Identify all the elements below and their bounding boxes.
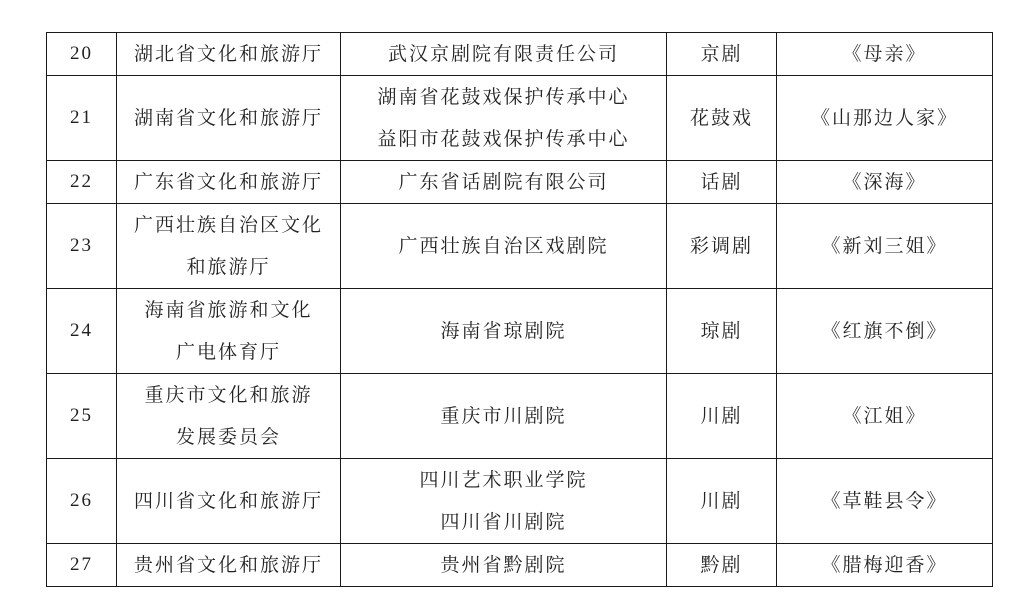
department-line: 湖南省文化和旅游厅 xyxy=(133,107,323,129)
department-line: 和旅游厅 xyxy=(186,256,271,278)
table-row xyxy=(47,289,993,374)
play-title-cell: 《山那边人家》 xyxy=(777,76,993,161)
table-row xyxy=(47,33,993,76)
department-cell xyxy=(117,544,341,587)
row-number-cell: 24 xyxy=(47,289,117,374)
genre-cell: 川剧 xyxy=(667,459,777,544)
performing-unit-cell xyxy=(341,161,667,204)
play-title-cell: 《腊梅迎香》 xyxy=(777,544,993,587)
row-number-cell: 23 xyxy=(47,204,117,289)
performing-unit-cell xyxy=(341,204,667,289)
performing-unit-line: 海南省琼剧院 xyxy=(440,320,567,342)
row-number-cell: 27 xyxy=(47,544,117,587)
table-body xyxy=(47,33,993,587)
department-cell xyxy=(117,76,341,161)
department-cell xyxy=(117,204,341,289)
genre-cell: 黔剧 xyxy=(667,544,777,587)
genre-cell: 彩调剧 xyxy=(667,204,777,289)
row-number-cell: 25 xyxy=(47,374,117,459)
department-line: 广西壮族自治区文化 xyxy=(133,214,323,236)
department-line: 发展委员会 xyxy=(175,426,281,448)
performing-unit-cell xyxy=(341,374,667,459)
department-cell xyxy=(117,374,341,459)
play-title-cell: 《新刘三姐》 xyxy=(777,204,993,289)
table-row xyxy=(47,161,993,204)
table-row xyxy=(47,459,993,544)
table-row xyxy=(47,544,993,587)
row-number-cell: 20 xyxy=(47,33,117,76)
play-title-cell: 《深海》 xyxy=(777,161,993,204)
department-line: 贵州省文化和旅游厅 xyxy=(133,554,323,576)
row-number-cell: 26 xyxy=(47,459,117,544)
department-cell xyxy=(117,289,341,374)
performing-unit-line: 重庆市川剧院 xyxy=(440,405,567,427)
recommendation-table xyxy=(46,32,993,587)
department-cell xyxy=(117,33,341,76)
performing-unit-line: 武汉京剧院有限责任公司 xyxy=(387,43,619,65)
performing-unit-line: 贵州省黔剧院 xyxy=(440,554,567,576)
table-row xyxy=(47,76,993,161)
table-row xyxy=(47,374,993,459)
row-number-cell: 21 xyxy=(47,76,117,161)
genre-cell: 京剧 xyxy=(667,33,777,76)
department-line: 湖北省文化和旅游厅 xyxy=(133,43,323,65)
performing-unit-cell xyxy=(341,544,667,587)
department-line: 海南省旅游和文化 xyxy=(144,299,313,321)
performing-unit-cell xyxy=(341,33,667,76)
performing-unit-cell xyxy=(341,459,667,544)
department-line: 广东省文化和旅游厅 xyxy=(133,171,323,193)
performing-unit-line: 四川艺术职业学院 xyxy=(419,469,588,491)
genre-cell: 花鼓戏 xyxy=(667,76,777,161)
genre-cell: 琼剧 xyxy=(667,289,777,374)
play-title-cell: 《母亲》 xyxy=(777,33,993,76)
play-title-cell: 《红旗不倒》 xyxy=(777,289,993,374)
department-cell xyxy=(117,161,341,204)
department-line: 重庆市文化和旅游 xyxy=(144,384,313,406)
performing-unit-cell xyxy=(341,76,667,161)
play-title-cell: 《江姐》 xyxy=(777,374,993,459)
performing-unit-line: 广西壮族自治区戏剧院 xyxy=(398,235,609,257)
department-line: 广电体育厅 xyxy=(175,341,281,363)
performing-unit-line: 益阳市花鼓戏保护传承中心 xyxy=(377,128,630,150)
performing-unit-line: 四川省川剧院 xyxy=(440,511,567,533)
table-row xyxy=(47,204,993,289)
genre-cell: 川剧 xyxy=(667,374,777,459)
performing-unit-line: 湖南省花鼓戏保护传承中心 xyxy=(377,86,630,108)
play-title-cell: 《草鞋县令》 xyxy=(777,459,993,544)
department-line: 四川省文化和旅游厅 xyxy=(133,490,323,512)
performing-unit-line: 广东省话剧院有限公司 xyxy=(398,171,609,193)
row-number-cell: 22 xyxy=(47,161,117,204)
performing-unit-cell xyxy=(341,289,667,374)
genre-cell: 话剧 xyxy=(667,161,777,204)
department-cell xyxy=(117,459,341,544)
